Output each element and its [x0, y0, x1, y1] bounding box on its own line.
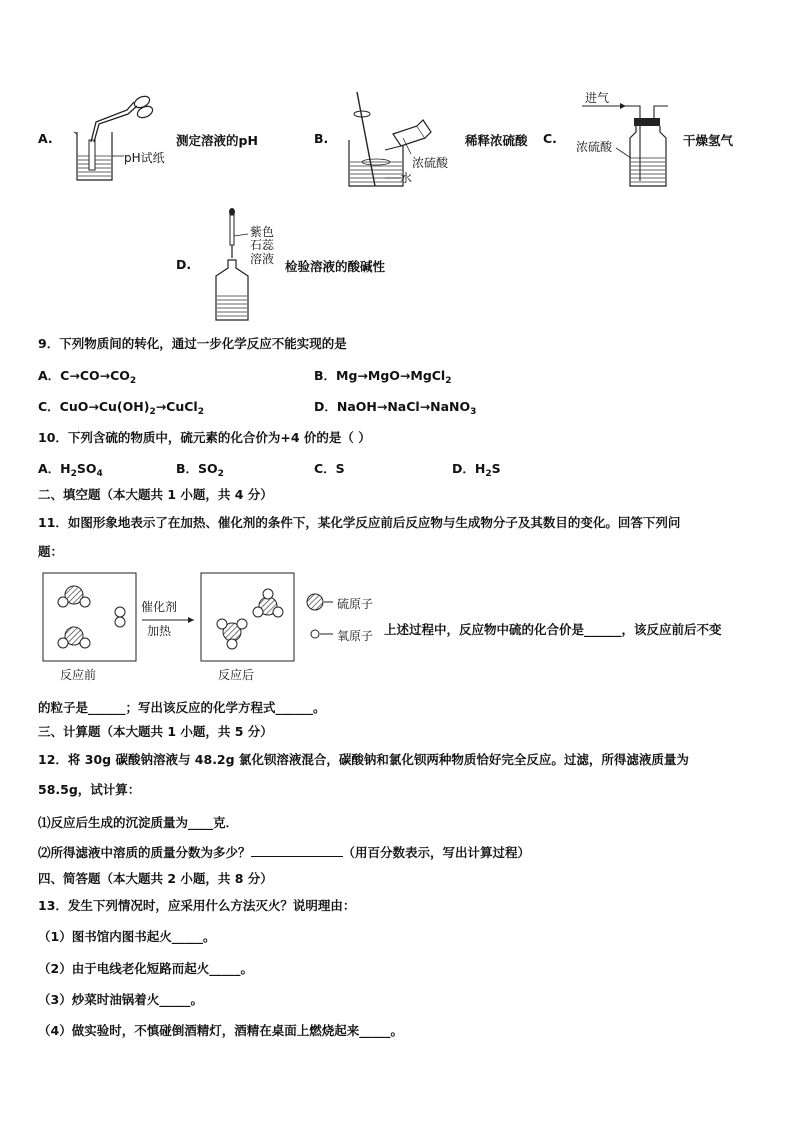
ph-paper-label: pH试纸	[124, 151, 165, 165]
option-b[interactable]: B．$SO_2$	[176, 461, 224, 479]
litmus-label-3: 溶液	[250, 252, 275, 266]
option-letter: D.	[176, 257, 192, 272]
option-b[interactable]: B．Mg→MgO→MgCl$_2$	[314, 368, 452, 386]
water-label: 水	[400, 171, 413, 185]
sub-question-2-text: ⑵所得滤液中溶质的质量分数为多少？	[38, 845, 251, 860]
option-c-text: C．S	[314, 461, 345, 476]
option-a[interactable]: A．$C\to CO\to CO_2$	[38, 368, 137, 386]
option-a-text: A．C→CO→CO	[38, 368, 130, 383]
section-heading-short-answer: 四、简答题（本大题共 2 小题，共 8 分）	[38, 871, 273, 886]
list-item: （4）做实验时，不慎碰倒酒精灯，酒精在桌面上燃烧起来_____。	[38, 1023, 403, 1038]
before-label: 反应前	[60, 668, 97, 682]
heat-label: 加热	[147, 624, 172, 638]
section-heading-calculation: 三、计算题（本大题共 1 小题，共 5 分）	[38, 724, 273, 739]
question-stem: 10．下列含硫的物质中，硫元素的化合价为+4 价的是（ ）	[38, 430, 371, 445]
question-stem: 9．下列物质间的转化，通过一步化学反应不能实现的是	[38, 336, 347, 351]
question-stem: 13．发生下列情况时，应采用什么方法灭火？说明理由：	[38, 898, 356, 913]
option-b-text: B．Mg→MgO→MgCl	[314, 368, 446, 383]
list-item: （1）图书馆内图书起火_____。	[38, 929, 216, 944]
sub-question-1: ⑴反应后生成的沉淀质量为____克．	[38, 815, 239, 830]
option-caption: 检验溶液的酸碱性	[285, 259, 386, 274]
question-text-continued: 的粒子是______；写出该反应的化学方程式______。	[38, 700, 326, 715]
option-d[interactable]: D．NaOH→NaCl→NaNO$_3$	[314, 399, 477, 417]
after-label: 反应后	[218, 668, 255, 682]
sub-question-2	[38, 843, 530, 861]
option-letter: C.	[543, 131, 557, 146]
option-c-tail: →CuCl	[155, 399, 198, 414]
question-stem-line-2: 58.5g，试计算：	[38, 782, 141, 797]
option-d[interactable]: D．$H_2S$	[452, 461, 501, 479]
sulfur-atom-legend: 硫原子	[337, 597, 374, 611]
list-item: （3）炒菜时油锅着火_____。	[38, 992, 203, 1007]
gas-inlet-label: 进气	[585, 91, 610, 105]
option-a-text: A．H	[38, 461, 71, 476]
ph-test-apparatus-figure	[72, 92, 172, 187]
sub-question-2-note: （用百分数表示，写出计算过程）	[342, 845, 531, 860]
acid-label: 浓硫酸	[576, 140, 613, 154]
litmus-label-1: 紫色	[250, 225, 275, 239]
question-text-right: 上述过程中，反应物中硫的化合价是______，该反应前后不变	[384, 622, 722, 637]
option-c[interactable]	[314, 459, 345, 477]
answer-blank[interactable]	[251, 844, 343, 857]
option-a[interactable]: A．$H_2SO_4$	[38, 461, 103, 479]
option-d-text: D．H	[452, 461, 486, 476]
option-a-tail: SO	[76, 461, 97, 476]
acid-label: 浓硫酸	[412, 156, 449, 170]
question-stem-line-1: 11．如图形象地表示了在加热、催化剂的条件下，某化学反应前后反应物与生成物分子及其数目的变化。回答下列问	[38, 515, 681, 530]
option-c[interactable]: C．$CuO\to Cu(OH)_2\to CuCl_2$	[38, 399, 204, 417]
question-stem-line-1: 12．将 30g 碳酸钠溶液与 48.2g 氯化钡溶液混合，碳酸钠和氯化钡两种物质恰好完全反应。过滤，所得滤液质量为	[38, 752, 689, 767]
question-stem-line-2: 题：	[38, 544, 64, 559]
list-item: （2）由于电线老化短路而起火_____。	[38, 961, 253, 976]
option-d-tail: S	[491, 461, 501, 476]
oxygen-atom-legend: 氧原子	[337, 629, 374, 643]
catalyst-label: 催化剂	[141, 600, 178, 614]
option-caption: 稀释浓硫酸	[465, 133, 528, 148]
option-b-text: B．SO	[176, 461, 218, 476]
option-c-text: C．CuO→Cu(OH)	[38, 399, 150, 414]
reaction-diagram-figure	[42, 572, 402, 664]
litmus-label-2: 石蕊	[250, 238, 275, 252]
option-caption: 测定溶液的pH	[176, 133, 258, 148]
option-caption: 干燥氢气	[683, 133, 734, 148]
option-letter: B.	[314, 131, 329, 146]
section-heading-fill-in: 二、填空题（本大题共 1 小题，共 4 分）	[38, 487, 273, 502]
option-d-text: D．NaOH→NaCl→NaNO	[314, 399, 471, 414]
option-letter: A.	[38, 131, 53, 146]
